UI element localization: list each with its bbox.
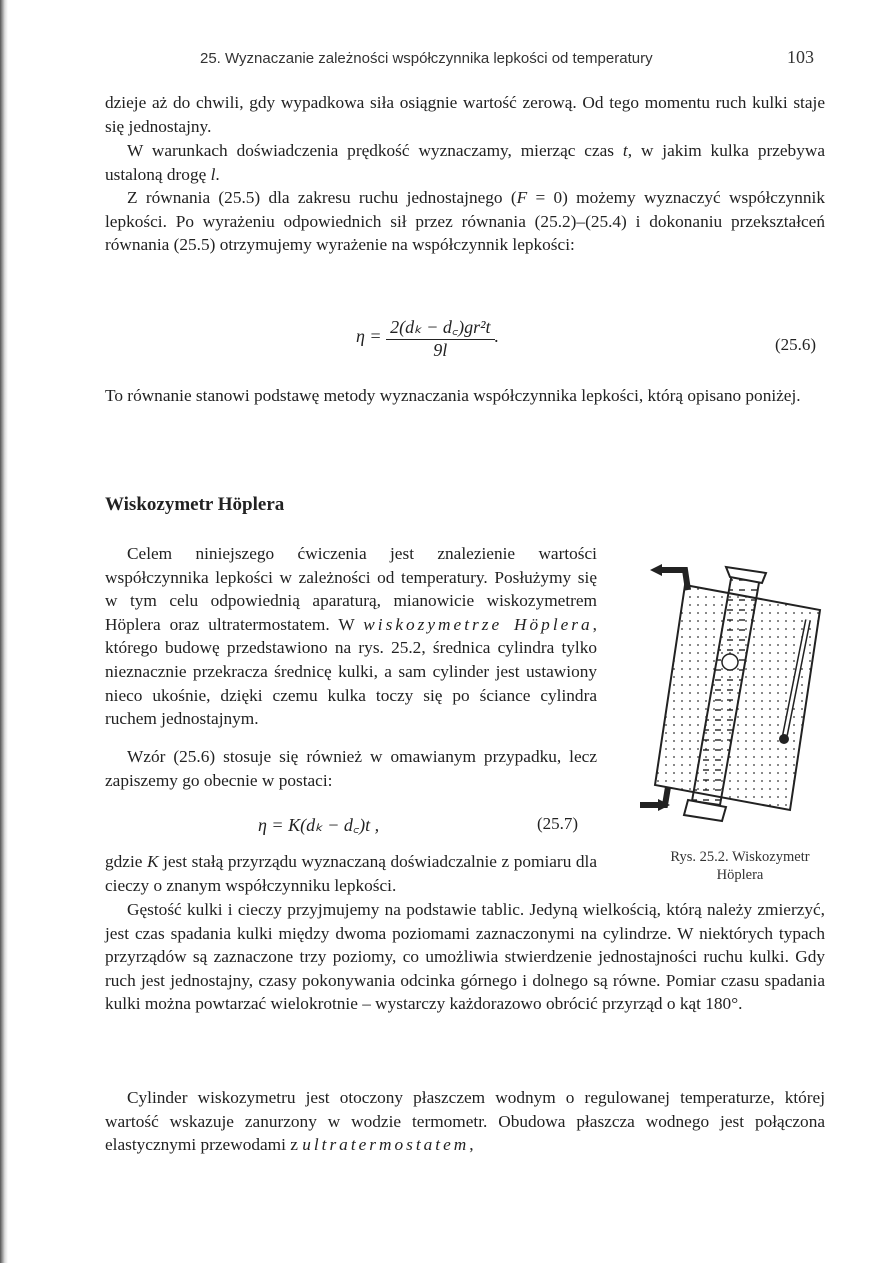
running-header: 25. Wyznaczanie zależności współczynnika lepkości od temperatury — [200, 50, 653, 67]
equation-number: (25.6) — [775, 335, 817, 354]
paragraph-9: Cylinder wiskozymetru jest otoczony płaszczem wodnym o regulowanej temperaturze, której wartość wskazuje zanurzony w wodzie termometr. Obudowa płaszcza wodnego jest połączona elastycznymi przewodami z ultratermostatem, — [105, 1088, 825, 1155]
paragraph-5: Celem niniejszego ćwiczenia jest znalezienie wartości współczynnika lepkości w zależności od temperatury. Posłużymy się w tym celu odpowiednią aparaturą, mianowicie wiskozymetrem Höplera oraz ultratermostatem. W wiskozymetrze Höplera, którego budowę przedstawiono na rys. 25.2, średnica cylindra tylko nieznacznie przekracza średnicę kulki, a sam cylinder jest ustawiony nieco ukośnie, dzięki czemu kulka toczy się po ściance cylindra ruchem jednostajnym. — [105, 544, 597, 729]
section-heading: Wiskozymetr Höplera — [105, 494, 285, 515]
paragraph-6: Wzór (25.6) stosuje się również w omawianym przypadku, lecz zapiszemy go obecnie w postaci: — [105, 747, 597, 790]
paragraph-2: W warunkach doświadczenia prędkość wyznaczamy, mierząc czas t, w jakim kulka przebywa ustaloną drogę l. — [105, 141, 825, 184]
equation-25-7: η = K(dₖ − d꜀)t , — [258, 815, 380, 835]
equation-number: (25.7) — [537, 814, 579, 833]
figure-caption: Rys. 25.2. Wiskozymetr Höplera — [670, 849, 810, 883]
equation-25-6: η = $\frac{\text{2(dₖ − d꜀)gr²t}}{9l}$ . — [356, 317, 500, 360]
paragraph-4: To równanie stanowi podstawę metody wyznaczania współczynnika lepkości, którą opisano poniżej. — [105, 386, 801, 405]
page-number: 103 — [787, 47, 814, 67]
paragraph-7: gdzie K jest stałą przyrządu wyznaczaną doświadczalnie z pomiaru dla cieczy o znanym współczynniku lepkości. — [105, 852, 597, 895]
paragraph-3: Z równania (25.5) dla zakresu ruchu jednostajnego (F = 0) możemy wyznaczyć współczynnik lepkości. Po wyrażeniu odpowiednich sił przez równania (25.2)–(25.4) i dokonaniu przekształceń równania (25.5) otrzymujemy wyrażenie na współczynnik lepkości: — [105, 188, 825, 255]
paragraph-1: dzieje aż do chwili, gdy wypadkowa siła osiągnie wartość zerową. Od tego momentu ruch kulki staje się jednostajny. — [105, 93, 825, 136]
scan-edge — [0, 0, 8, 1263]
viscometer-figure — [640, 555, 840, 835]
paragraph-8: Gęstość kulki i cieczy przyjmujemy na podstawie tablic. Jedyną wielkością, którą należy zmierzyć, jest czas spadania kulki między dwoma poziomami zaznaczonymi na cylindrze. W niektórych typach przyrządów są zaznaczone trzy poziomy, co umożliwia stwierdzenie jednostajności ruchu kulki. Gdy ruch jest jednostajny, czasy pokonywania odcinka górnego i dolnego są równe. Pomiar czasu spadania kulki można powtarzać wielokrotnie – wystarczy każdorazowo obrócić przyrząd o kąt 180°. — [105, 900, 825, 1014]
